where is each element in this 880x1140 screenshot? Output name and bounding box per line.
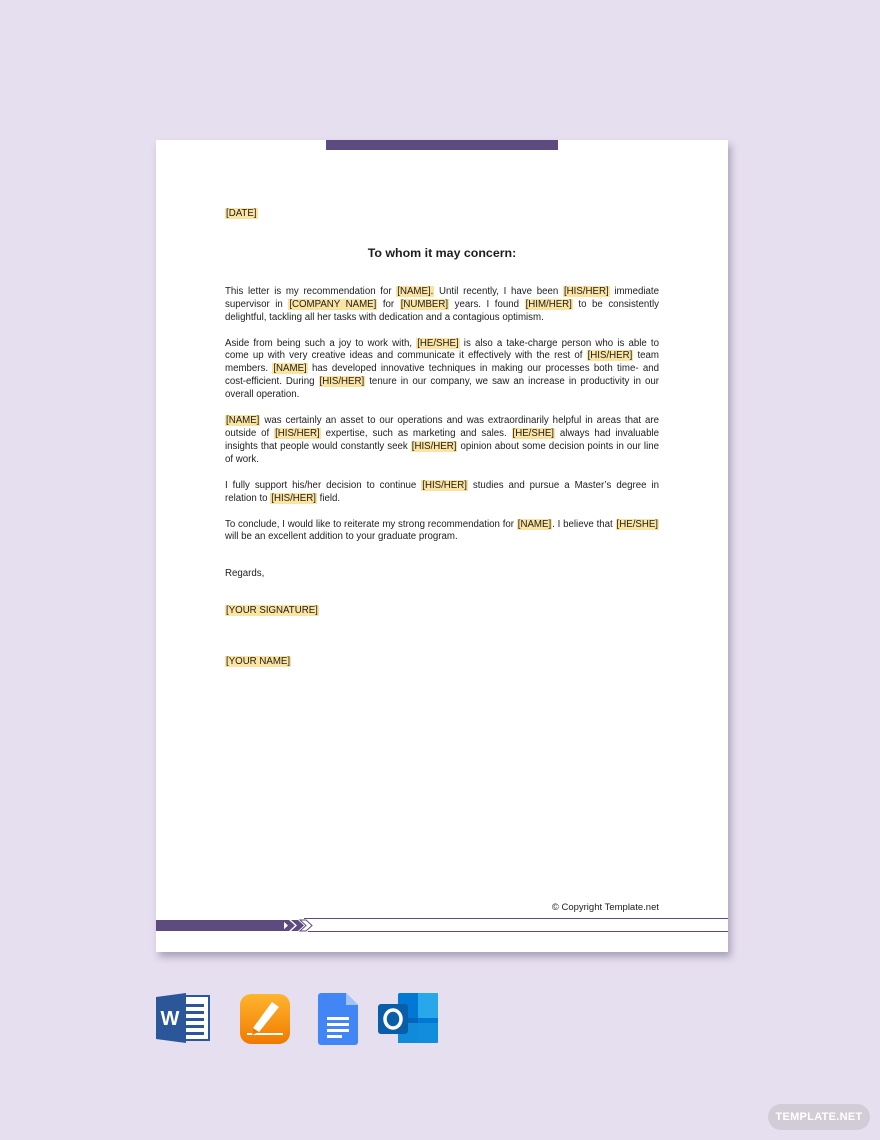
placeholder-highlight: [HE/SHE] bbox=[512, 427, 554, 439]
google-docs-icon[interactable] bbox=[318, 993, 358, 1045]
placeholder-highlight: [HIS/HER] bbox=[271, 492, 316, 504]
letter-salutation: To whom it may concern: bbox=[367, 245, 517, 260]
placeholder-highlight: [HIS/HER] bbox=[563, 285, 609, 297]
paragraph-3 bbox=[225, 415, 659, 467]
placeholder-highlight: [NUMBER] bbox=[400, 298, 449, 310]
paragraph-1 bbox=[225, 286, 659, 325]
microsoft-word-icon[interactable] bbox=[156, 993, 210, 1043]
placeholder-highlight: [HIS/HER] bbox=[319, 376, 365, 388]
body-text: To conclude, I would like to reiterate my strong recommendation for bbox=[225, 518, 517, 530]
body-text: Until recently, I have been bbox=[434, 285, 563, 297]
body-text: studies and pursue a Master’s degree in relation to bbox=[225, 479, 659, 504]
body-text: to be consistently delightful, tackling all her tasks with dedication and a contagious optimism. bbox=[225, 298, 659, 323]
template-net-badge[interactable]: TEMPLATE.NET bbox=[768, 1104, 870, 1130]
placeholder-highlight: [NAME] bbox=[226, 415, 260, 427]
body-text: has developed innovative techniques in making our processes both time- and cost-efficient. During bbox=[225, 363, 659, 388]
date-placeholder: [DATE] bbox=[226, 208, 257, 219]
placeholder-highlight: [HE/SHE] bbox=[616, 518, 658, 530]
body-text: is also a take-charge person who is able to come up with very creative ideas and communicate it effectively with the rest of bbox=[225, 337, 659, 362]
placeholder-highlight: [HIS/HER] bbox=[587, 350, 633, 362]
placeholder-highlight: [HIS/HER] bbox=[411, 440, 457, 452]
body-text: for bbox=[377, 298, 400, 310]
body-text: This letter is my recommendation for bbox=[225, 285, 397, 297]
placeholder-highlight: [NAME] bbox=[273, 363, 307, 375]
body-text: . I believe that bbox=[552, 518, 616, 530]
svg-text:W: W bbox=[160, 1008, 180, 1030]
placeholder-highlight: [HIS/HER] bbox=[422, 479, 467, 491]
body-text: will be an excellent addition to your graduate program. bbox=[225, 531, 458, 543]
placeholder-highlight: [HIS/HER] bbox=[275, 427, 320, 439]
body-text: always had invaluable insights that people would constantly seek bbox=[225, 427, 659, 452]
placeholder-highlight: [HIM/HER] bbox=[525, 298, 572, 310]
body-text: tenure in our company, we saw an increase in productivity in our overall operation. bbox=[225, 376, 659, 401]
body-text: expertise, such as marketing and sales. bbox=[320, 427, 512, 439]
signature-placeholder: [YOUR SIGNATURE] bbox=[226, 605, 318, 617]
top-accent-bar bbox=[326, 140, 558, 150]
letter-page bbox=[156, 140, 728, 952]
body-text: opinion about some decision points in our line of work. bbox=[225, 440, 659, 465]
placeholder-highlight: [NAME]. bbox=[397, 285, 434, 297]
body-text: Aside from being such a joy to work with, bbox=[225, 337, 417, 349]
placeholder-highlight: [NAME] bbox=[517, 518, 552, 530]
paragraph-4 bbox=[225, 480, 659, 506]
microsoft-outlook-icon[interactable] bbox=[378, 993, 440, 1045]
apple-pages-icon[interactable] bbox=[239, 993, 291, 1045]
paragraph-5 bbox=[225, 519, 659, 545]
body-text: was certainly an asset to our operations and was extraordinarily helpful in areas that are outside of bbox=[225, 415, 659, 439]
placeholder-highlight: [HE/SHE] bbox=[417, 337, 459, 349]
app-icons bbox=[156, 993, 456, 1045]
body-text: field. bbox=[316, 492, 341, 504]
name-placeholder: [YOUR NAME] bbox=[226, 656, 291, 668]
bottom-decoration bbox=[156, 918, 728, 934]
body-text: years. I found bbox=[449, 298, 525, 310]
body-text: immediate supervisor in bbox=[225, 285, 660, 310]
body-text: team members. bbox=[225, 350, 659, 375]
letter-body bbox=[225, 208, 659, 669]
placeholder-highlight: [COMPANY NAME] bbox=[289, 298, 377, 310]
paragraph-2 bbox=[225, 338, 659, 403]
closing-regards: Regards, bbox=[225, 568, 265, 580]
body-text: I fully support his/her decision to continue bbox=[225, 479, 422, 491]
copyright-text: © Copyright Template.net bbox=[551, 902, 659, 913]
